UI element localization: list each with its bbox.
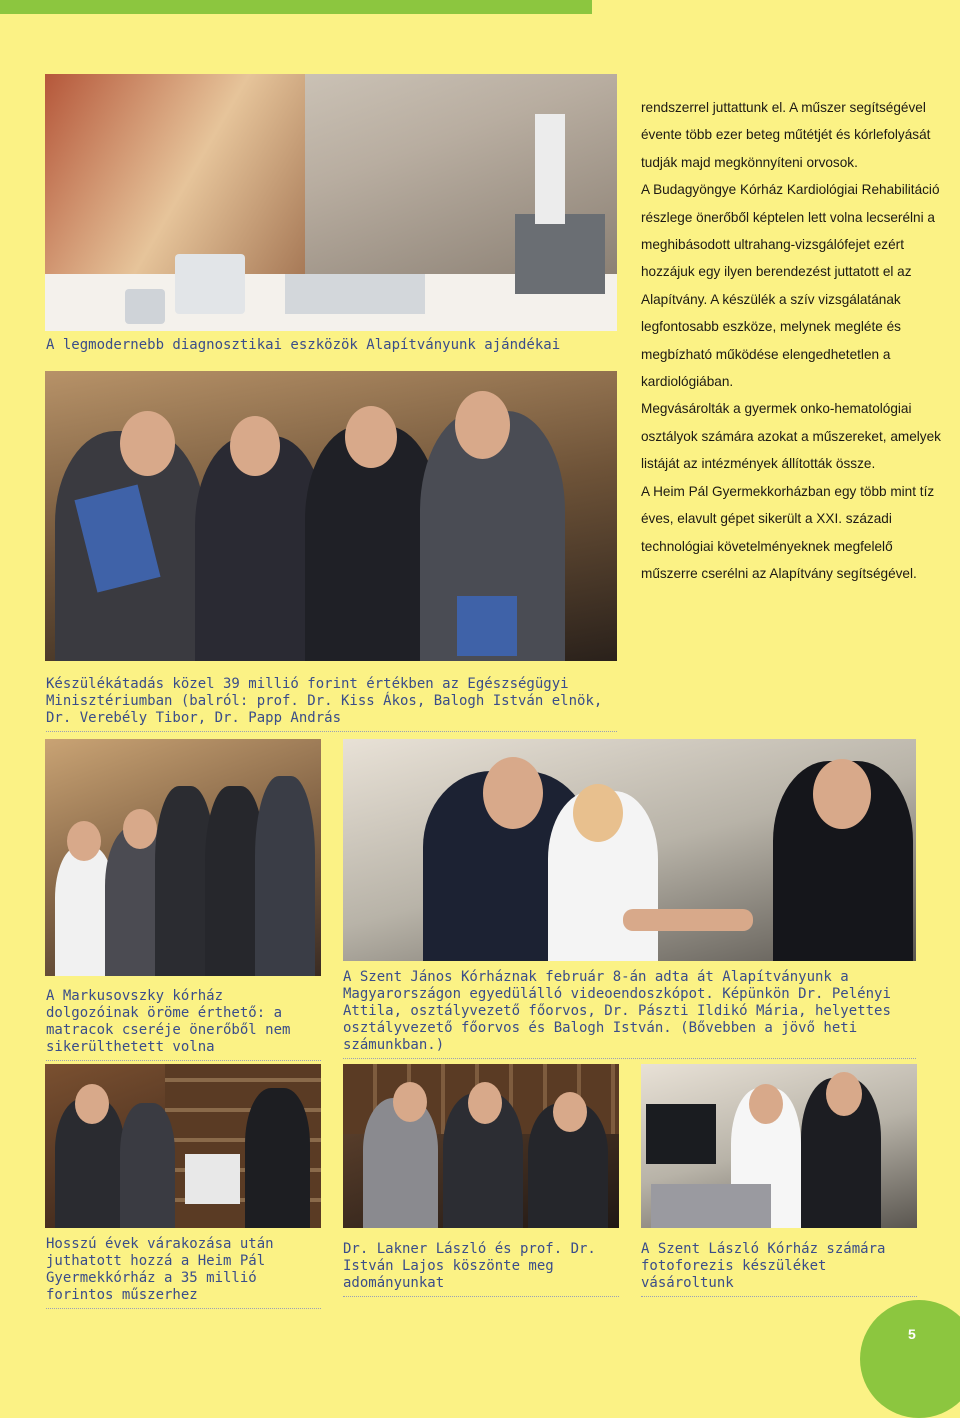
photo-markusovszky bbox=[45, 739, 321, 976]
caption-markusovszky: A Markusovszky kórház dolgozóinak öröme érthető: a matracok cseréje önerőből nem sikerülthetett volna bbox=[46, 988, 321, 1061]
photo-szent-janos-handshake bbox=[343, 739, 916, 961]
caption-heim-pal: Hosszú évek várakozása után juthatott hozzá a Heim Pál Gyermekkórház a 35 millió forintos műszerhez bbox=[46, 1236, 321, 1309]
photo-lakner bbox=[343, 1064, 619, 1228]
caption-lakner: Dr. Lakner László és prof. Dr. István Lajos köszönte meg adományunkat bbox=[343, 1241, 619, 1297]
article-body bbox=[641, 94, 941, 587]
caption-equipment: A legmodernebb diagnosztikai eszközök Alapítványunk ajándékai bbox=[46, 337, 561, 353]
caption-szent-janos: A Szent János Kórháznak február 8-án adta át Alapítványunk a Magyarországon egyedülálló videoendoszkópot. Képünkön Dr. Pelényi Attila, osztályvezető főorvos, Dr. Pászti Ildikó Mária, helyettes osztályvezető főorvos és Balogh István. (Bővebben a jövő heti számunkban.) bbox=[343, 969, 916, 1059]
top-accent-band bbox=[0, 0, 592, 14]
photo-heim-pal bbox=[45, 1064, 321, 1228]
article-paragraph-4: A Heim Pál Gyermekkorházban egy több mint tíz éves, elavult gépet sikerült a XXI. századi technológiai követelményeknek megfelelő műszerre cserélni az Alapítvány segítségével. bbox=[641, 483, 935, 581]
caption-ministry: Készülékátadás közel 39 millió forint értékben az Egészségügyi Minisztériumban (balról: prof. Dr. Kiss Ákos, Balogh István elnök, Dr. Verebély Tibor, Dr. Papp András bbox=[46, 676, 617, 732]
article-paragraph-2: A Budagyöngye Kórház Kardiológiai Rehabilitáció részlege önerőből képtelen lett volna lecserélni a meghibásodott ultrahang-vizsgálófejet ezért hozzájuk egy ilyen berendezést juttatott el az Alapítvány. A készülék a szív vizsgálatának legfontosabb eszköze, melynek megléte és megbízható működése elengedhetetlen a kardiológiában. bbox=[641, 182, 940, 390]
handshake bbox=[623, 909, 753, 931]
page-number: 5 bbox=[908, 1326, 916, 1342]
monitor bbox=[646, 1104, 716, 1164]
page-number-badge bbox=[860, 1300, 960, 1418]
article-paragraph-3: Megvásárolták a gyermek onko-hematológiai osztályok számára azokat a műszereket, amelyek listáját az intézmények állították össze. bbox=[641, 401, 941, 472]
device bbox=[651, 1184, 771, 1228]
caption-szent-laszlo: A Szent László Kórház számára fotoforezis készüléket vásároltunk bbox=[641, 1241, 917, 1297]
device bbox=[185, 1154, 240, 1204]
brochure-2 bbox=[457, 596, 517, 656]
photo-ministry-handover bbox=[45, 371, 617, 661]
photo-szent-laszlo bbox=[641, 1064, 917, 1228]
article-paragraph-1: rendszerrel juttattunk el. A műszer segítségével évente több ezer beteg műtétjét és kórlefolyását tudják majd megkönnyíteni orvosok. bbox=[641, 100, 931, 170]
photo-equipment bbox=[45, 74, 617, 331]
